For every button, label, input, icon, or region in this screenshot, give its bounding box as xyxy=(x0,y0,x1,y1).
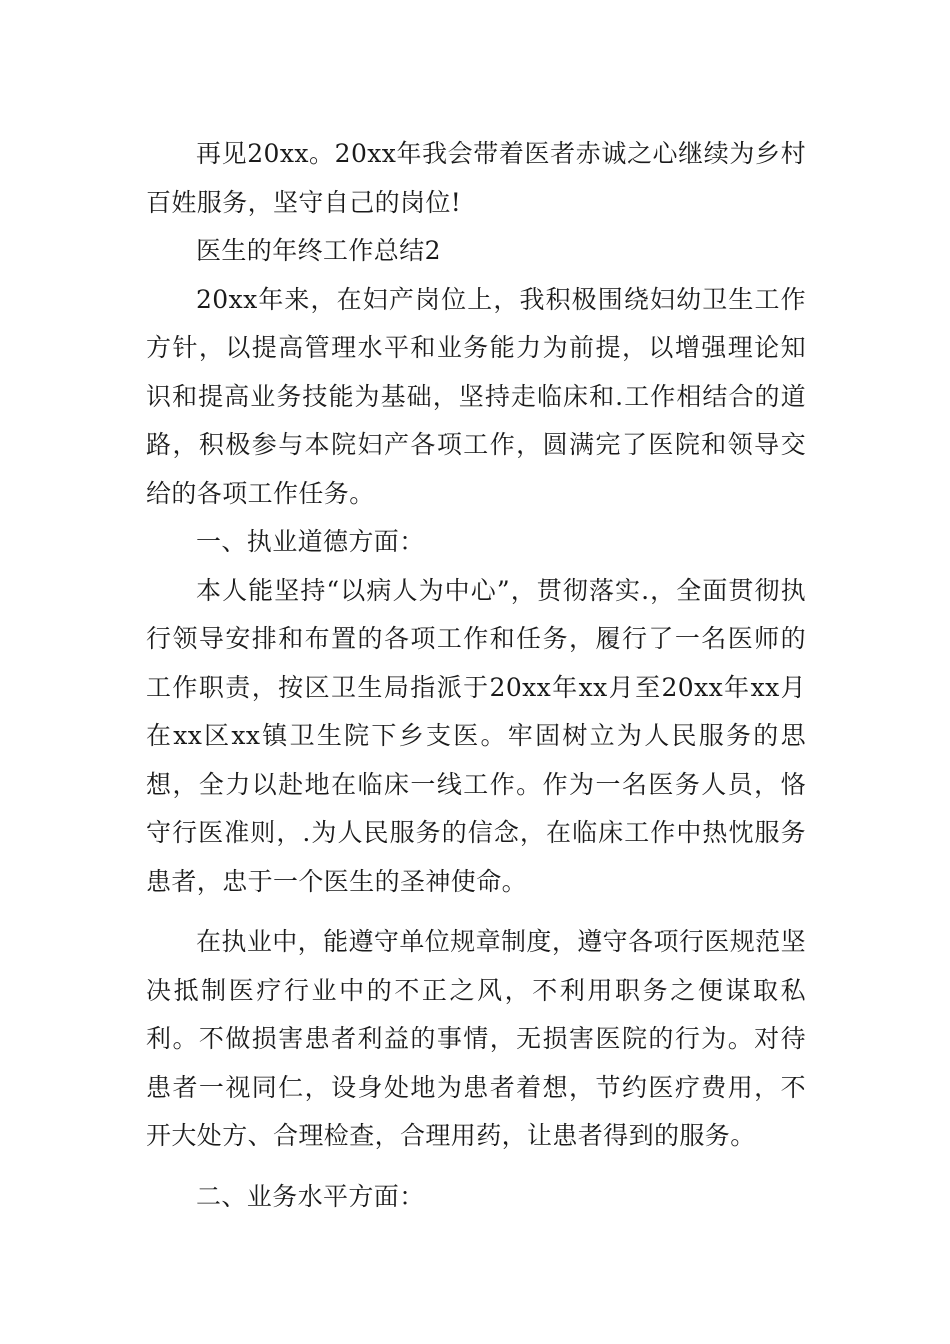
paragraph-closing: 再见20xx。20xx年我会带着医者赤诚之心继续为乡村百姓服务，坚守自己的岗位! xyxy=(146,139,806,217)
document-body xyxy=(146,130,806,1221)
paragraph-intro: 20xx年来，在妇产岗位上，我积极围绕妇幼卫生工作方针，以提高管理水平和业务能力为前提，以增强理论知识和提高业务技能为基础，坚持走临床和.工作相结合的道路，积极参与本院妇产各项工作，圆满完了医院和领导交给的各项工作任务。 xyxy=(146,284,806,508)
heading-business-level: 二、业务水平方面： xyxy=(196,1181,425,1211)
paragraph-ethics-2: 在执业中，能遵守单位规章制度，遵守各项行医规范坚决抵制医疗行业中的不正之风，不利用职务之便谋取私利。不做损害患者利益的事情，无损害医院的行为。对待患者一视同仁，设身处地为患者着想，节约医疗费用，不开大处方、合理检查，合理用药，让患者得到的服务。 xyxy=(146,927,806,1150)
heading-professional-ethics: 一、执业道德方面： xyxy=(196,527,425,556)
section-title: 医生的年终工作总结2 xyxy=(196,236,441,265)
paragraph-ethics-1: 本人能坚持“以病人为中心”，贯彻落实.，全面贯彻执行领导安排和布置的各项工作和任务，履行了一名医师的工作职责，按区卫生局指派于20xx年xx月至20xx年xx月在xx区xx镇卫生院下乡支医。牢固树立为人民服务的思想，全力以赴地在临床一线工作。作为一名医务人员，恪守行医准则，.为人民服务的信念，在临床工作中热忱服务患者，忠于一个医生的圣神使命。 xyxy=(146,575,806,896)
